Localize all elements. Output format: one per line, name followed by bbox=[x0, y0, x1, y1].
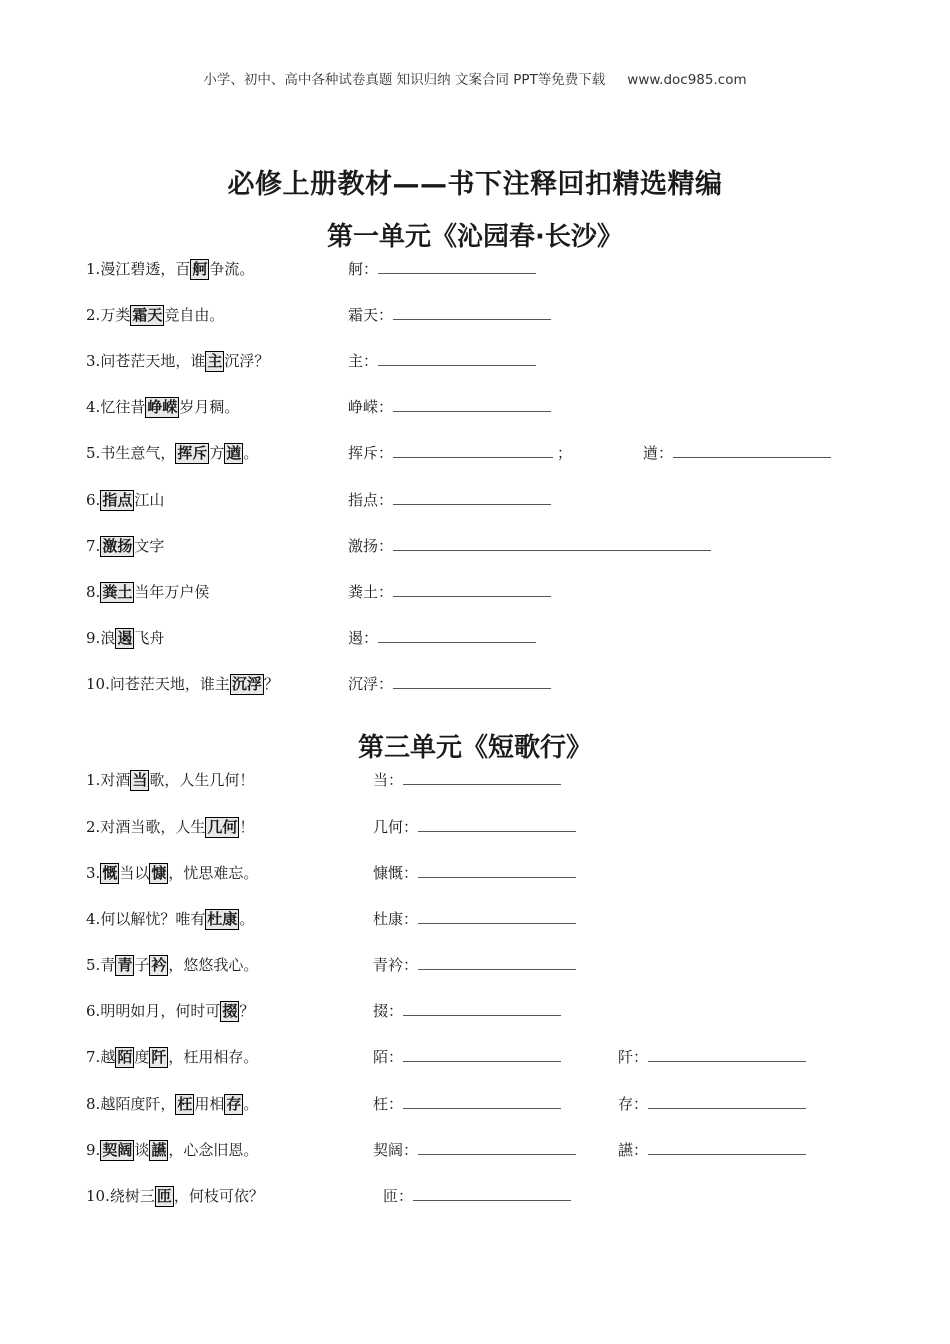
question-text bbox=[86, 769, 254, 791]
highlighted-term: 霜天 bbox=[132, 306, 163, 324]
answer-label: 枉： bbox=[373, 1095, 404, 1113]
question-pre: 书生意气， bbox=[100, 444, 176, 462]
question-pre: 问苍茫天地，谁主 bbox=[109, 675, 230, 693]
question-number: 5. bbox=[86, 444, 101, 462]
question-text bbox=[86, 954, 258, 976]
answer-blank[interactable] bbox=[648, 1047, 806, 1062]
answer-field bbox=[618, 1093, 806, 1115]
answer-label: 主： bbox=[348, 352, 379, 370]
answer-label: 掇： bbox=[373, 1002, 404, 1020]
question-pre: 绕树三 bbox=[109, 1187, 155, 1205]
answer-field bbox=[348, 258, 536, 280]
answer-field bbox=[373, 769, 561, 791]
question-number: 5. bbox=[86, 956, 101, 974]
question-number: 2. bbox=[86, 306, 101, 324]
answer-field bbox=[348, 673, 551, 695]
highlighted-term: 匝 bbox=[156, 1187, 172, 1205]
answer-field bbox=[348, 489, 551, 511]
answer-field bbox=[373, 816, 576, 838]
answer-blank[interactable] bbox=[403, 1047, 561, 1062]
question-text bbox=[86, 1185, 264, 1207]
question-pre: 漫江碧透，百 bbox=[100, 260, 191, 278]
answer-label: 阡： bbox=[618, 1048, 649, 1066]
answer-label: 契阔： bbox=[373, 1141, 419, 1159]
answer-blank[interactable] bbox=[418, 1140, 576, 1155]
highlighted-term: 讌 bbox=[151, 1141, 167, 1159]
answer-blank[interactable] bbox=[393, 305, 551, 320]
answer-blank[interactable] bbox=[378, 351, 536, 366]
question-number: 7. bbox=[86, 1048, 101, 1066]
highlighted-term: 陌 bbox=[117, 1048, 133, 1066]
question-number: 6. bbox=[86, 491, 101, 509]
question-text bbox=[86, 396, 239, 418]
highlighted-term: 衿 bbox=[151, 956, 167, 974]
question-number: 3. bbox=[86, 864, 101, 882]
answer-blank[interactable] bbox=[418, 817, 576, 832]
answer-label: 遒： bbox=[643, 444, 674, 462]
answer-field bbox=[643, 442, 831, 464]
answer-field bbox=[348, 535, 711, 557]
question-text bbox=[86, 1139, 258, 1161]
answer-blank[interactable] bbox=[418, 909, 576, 924]
answer-blank[interactable] bbox=[673, 443, 831, 458]
answer-label: 霜天： bbox=[348, 306, 394, 324]
question-post: ，何枝可依？ bbox=[173, 1187, 264, 1205]
question-post: ，忧思难忘。 bbox=[168, 864, 259, 882]
question-number: 8. bbox=[86, 1095, 101, 1113]
highlighted-term: 粪土 bbox=[102, 583, 133, 601]
answer-label: 舸： bbox=[348, 260, 379, 278]
answer-label: 几何： bbox=[373, 818, 419, 836]
question-number: 4. bbox=[86, 398, 101, 416]
answer-label: 陌： bbox=[373, 1048, 404, 1066]
highlighted-term: 杜康 bbox=[207, 910, 238, 928]
answer-blank[interactable] bbox=[418, 955, 576, 970]
answer-field bbox=[373, 908, 576, 930]
answer-field bbox=[373, 862, 576, 884]
answer-field bbox=[373, 1093, 561, 1115]
question-number: 9. bbox=[86, 1141, 101, 1159]
answer-field bbox=[348, 581, 551, 603]
question-text bbox=[86, 627, 164, 649]
question-text bbox=[86, 442, 258, 464]
question-text bbox=[86, 535, 164, 557]
question-text bbox=[86, 581, 209, 603]
answer-label: 指点： bbox=[348, 491, 394, 509]
question-number: 9. bbox=[86, 629, 101, 647]
answer-blank[interactable] bbox=[378, 259, 536, 274]
answer-label: 当： bbox=[373, 771, 404, 789]
question-pre: 对酒 bbox=[100, 771, 131, 789]
answer-label: 峥嵘： bbox=[348, 398, 394, 416]
highlighted-term: 慷 bbox=[151, 864, 167, 882]
question-pre: 对酒当歌，人生 bbox=[100, 818, 206, 836]
question-post: 。 bbox=[243, 444, 259, 462]
answer-blank[interactable] bbox=[393, 490, 551, 505]
highlighted-term: 掇 bbox=[222, 1002, 238, 1020]
answer-field bbox=[383, 1185, 571, 1207]
question-text bbox=[86, 1046, 258, 1068]
question-pre: 越 bbox=[100, 1048, 116, 1066]
question-post: 岁月稠。 bbox=[179, 398, 240, 416]
question-post: 沉浮？ bbox=[224, 352, 270, 370]
highlighted-term: 契阔 bbox=[102, 1141, 133, 1159]
highlighted-term: 挥斥 bbox=[177, 444, 208, 462]
question-mid: 谈 bbox=[134, 1141, 150, 1159]
answer-blank[interactable] bbox=[393, 397, 551, 412]
question-number: 1. bbox=[86, 260, 101, 278]
question-pre: 何以解忧？唯有 bbox=[100, 910, 206, 928]
question-number: 8. bbox=[86, 583, 101, 601]
answer-field bbox=[373, 1000, 561, 1022]
question-post: 飞舟 bbox=[134, 629, 165, 647]
answer-blank[interactable] bbox=[403, 1094, 561, 1109]
highlighted-term: 存 bbox=[226, 1095, 242, 1113]
question-number: 10. bbox=[86, 1187, 110, 1205]
answer-field bbox=[348, 396, 551, 418]
question-post: ！ bbox=[239, 818, 255, 836]
question-post: ，悠悠我心。 bbox=[168, 956, 259, 974]
question-number: 7. bbox=[86, 537, 101, 555]
unit3-title: 第三单元《短歌行》 bbox=[357, 733, 592, 763]
question-post: ？ bbox=[263, 675, 279, 693]
question-text bbox=[86, 816, 254, 838]
question-post: 。 bbox=[243, 1095, 259, 1113]
question-post: 争流。 bbox=[209, 260, 255, 278]
question-post: 文字 bbox=[134, 537, 165, 555]
highlighted-term: 峥嵘 bbox=[147, 398, 178, 416]
question-pre: 越陌度阡， bbox=[100, 1095, 176, 1113]
question-pre: 忆往昔 bbox=[100, 398, 146, 416]
highlighted-term: 主 bbox=[207, 352, 223, 370]
header-text: 小学、初中、高中各种试卷真题 知识归纳 文案合同 PPT等免费下载 bbox=[203, 72, 606, 88]
answer-blank[interactable] bbox=[378, 628, 536, 643]
highlighted-term: 青 bbox=[117, 956, 133, 974]
question-mid: 方 bbox=[209, 444, 225, 462]
answer-blank[interactable] bbox=[418, 863, 576, 878]
highlighted-term: 几何 bbox=[207, 818, 238, 836]
answer-label: 存： bbox=[618, 1095, 649, 1113]
question-pre: 青 bbox=[100, 956, 116, 974]
question-pre: 浪 bbox=[100, 629, 116, 647]
question-pre: 问苍茫天地，谁 bbox=[100, 352, 206, 370]
answer-label: 慷慨： bbox=[373, 864, 419, 882]
answer-label: 匝： bbox=[383, 1187, 414, 1205]
answer-field bbox=[348, 627, 536, 649]
highlighted-term: 指点 bbox=[102, 491, 133, 509]
question-post: 。 bbox=[239, 910, 255, 928]
highlighted-term: 遏 bbox=[117, 629, 133, 647]
question-mid: 用相 bbox=[194, 1095, 225, 1113]
question-text bbox=[86, 489, 164, 511]
question-mid: 子 bbox=[134, 956, 150, 974]
question-text bbox=[86, 350, 269, 372]
answer-blank[interactable] bbox=[648, 1094, 806, 1109]
answer-label: 粪土： bbox=[348, 583, 394, 601]
answer-blank[interactable] bbox=[403, 1001, 561, 1016]
question-text bbox=[86, 673, 279, 695]
highlighted-term: 遒 bbox=[226, 444, 242, 462]
question-mid: 度 bbox=[134, 1048, 150, 1066]
question-text bbox=[86, 258, 254, 280]
answer-label: 杜康： bbox=[373, 910, 419, 928]
answer-label: 遏： bbox=[348, 629, 379, 647]
question-text bbox=[86, 908, 254, 930]
question-text bbox=[86, 304, 224, 326]
answer-separator: ； bbox=[557, 444, 573, 462]
answer-field bbox=[348, 442, 572, 464]
answer-label: 讌： bbox=[618, 1141, 649, 1159]
answer-field bbox=[373, 1139, 576, 1161]
answer-blank[interactable] bbox=[413, 1186, 571, 1201]
answer-field bbox=[618, 1046, 806, 1068]
answer-label: 沉浮： bbox=[348, 675, 394, 693]
answer-blank[interactable] bbox=[648, 1140, 806, 1155]
question-post: 竞自由。 bbox=[164, 306, 225, 324]
question-pre: 明明如月，何时可 bbox=[100, 1002, 221, 1020]
document-title: 必修上册教材——书下注释回扣精选精编 bbox=[227, 169, 723, 200]
question-number: 4. bbox=[86, 910, 101, 928]
answer-label: 激扬： bbox=[348, 537, 394, 555]
highlighted-term: 沉浮 bbox=[231, 675, 262, 693]
question-text bbox=[86, 1000, 254, 1022]
answer-field bbox=[348, 304, 551, 326]
header-url[interactable]: www.doc985.com bbox=[627, 72, 747, 88]
question-post: ？ bbox=[239, 1002, 255, 1020]
question-post: ，枉用相存。 bbox=[168, 1048, 259, 1066]
answer-label: 青衿： bbox=[373, 956, 419, 974]
page-header bbox=[0, 68, 950, 88]
answer-blank[interactable] bbox=[393, 674, 551, 689]
answer-blank[interactable] bbox=[393, 443, 553, 458]
answer-field bbox=[373, 954, 576, 976]
unit1-title: 第一单元《沁园春·长沙》 bbox=[327, 222, 623, 252]
highlighted-term: 激扬 bbox=[102, 537, 133, 555]
answer-field bbox=[618, 1139, 806, 1161]
highlighted-term: 枉 bbox=[177, 1095, 193, 1113]
answer-blank[interactable] bbox=[393, 536, 711, 551]
highlighted-term: 阡 bbox=[151, 1048, 167, 1066]
question-text bbox=[86, 862, 258, 884]
question-post: 当年万户侯 bbox=[134, 583, 210, 601]
question-pre: 万类 bbox=[100, 306, 131, 324]
answer-blank[interactable] bbox=[393, 582, 551, 597]
question-mid: 当以 bbox=[119, 864, 150, 882]
highlighted-term: 慨 bbox=[102, 864, 118, 882]
question-number: 6. bbox=[86, 1002, 101, 1020]
answer-field bbox=[373, 1046, 561, 1068]
answer-field bbox=[348, 350, 536, 372]
question-text bbox=[86, 1093, 258, 1115]
answer-label: 挥斥： bbox=[348, 444, 394, 462]
question-number: 3. bbox=[86, 352, 101, 370]
question-number: 10. bbox=[86, 675, 110, 693]
highlighted-term: 舸 bbox=[192, 260, 208, 278]
question-post: 江山 bbox=[134, 491, 165, 509]
highlighted-term: 当 bbox=[132, 771, 148, 789]
answer-blank[interactable] bbox=[403, 770, 561, 785]
question-post: ，心念旧恩。 bbox=[168, 1141, 259, 1159]
question-number: 1. bbox=[86, 771, 101, 789]
question-number: 2. bbox=[86, 818, 101, 836]
question-post: 歌，人生几何！ bbox=[149, 771, 255, 789]
